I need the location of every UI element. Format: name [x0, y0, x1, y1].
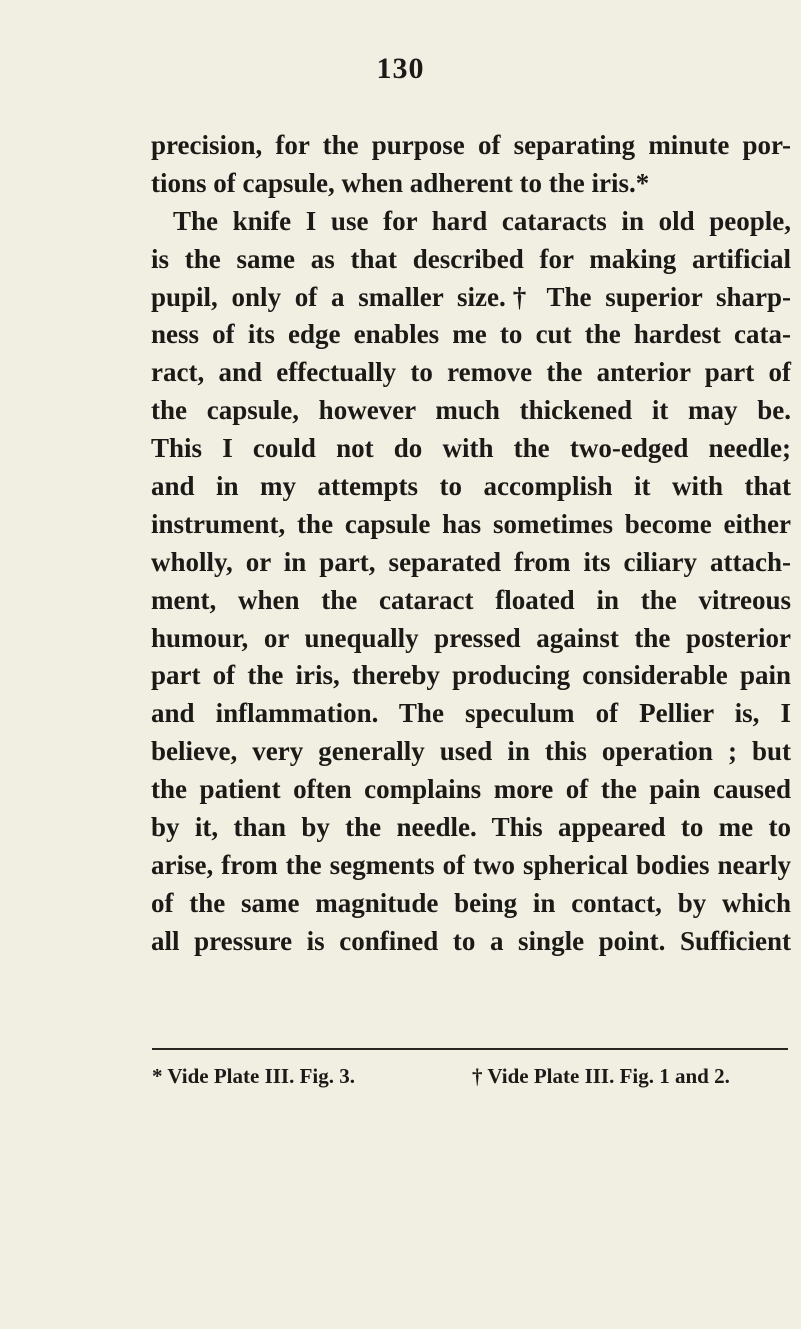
text-line: ract, and effectually to remove the anterior part of: [151, 357, 791, 388]
footnotes: [152, 1058, 788, 1094]
text-line: believe, very generally used in this operation ; but: [151, 736, 791, 767]
text-line: tions of capsule, when adherent to the iris.*: [151, 167, 650, 198]
body-text: [151, 127, 791, 961]
text-line: all pressure is confined to a single point. Sufficient: [151, 925, 791, 956]
text-line: the capsule, however much thickened it may be.: [151, 395, 791, 426]
footnote-divider: [152, 1048, 788, 1050]
text-line: the patient often complains more of the pain caused: [151, 774, 791, 805]
footnote-left: * Vide Plate III. Fig. 3.: [152, 1064, 355, 1088]
text-line: and in my attempts to accomplish it with that: [151, 471, 791, 502]
text-line: of the same magnitude being in contact, by which: [151, 887, 791, 918]
text-line: by it, than by the needle. This appeared to me to: [151, 812, 791, 843]
footnote-right: † Vide Plate III. Fig. 1 and 2.: [472, 1064, 730, 1088]
text-line: This I could not do with the two-edged needle;: [151, 433, 791, 464]
text-line: is the same as that described for making artificial: [151, 243, 791, 274]
text-line: The knife I use for hard cataracts in old people,: [173, 205, 791, 236]
text-line: part of the iris, thereby producing considerable pain: [151, 660, 791, 691]
text-line: pupil, only of a smaller size.† The superior sharp-: [151, 281, 791, 312]
text-line: precision, for the purpose of separating minute por-: [151, 130, 791, 160]
text-line: ment, when the cataract floated in the vitreous: [151, 584, 791, 615]
text-line: and inflammation. The speculum of Pellier is, I: [151, 698, 791, 729]
text-line: wholly, or in part, separated from its ciliary attach-: [151, 546, 791, 577]
page-number: 130: [376, 52, 425, 85]
text-line: humour, or unequally pressed against the posterior: [151, 622, 791, 653]
text-line: arise, from the segments of two spherical bodies nearly: [151, 849, 791, 880]
text-line: ness of its edge enables me to cut the hardest cata-: [151, 319, 791, 350]
text-line: instrument, the capsule has sometimes become either: [151, 508, 791, 539]
